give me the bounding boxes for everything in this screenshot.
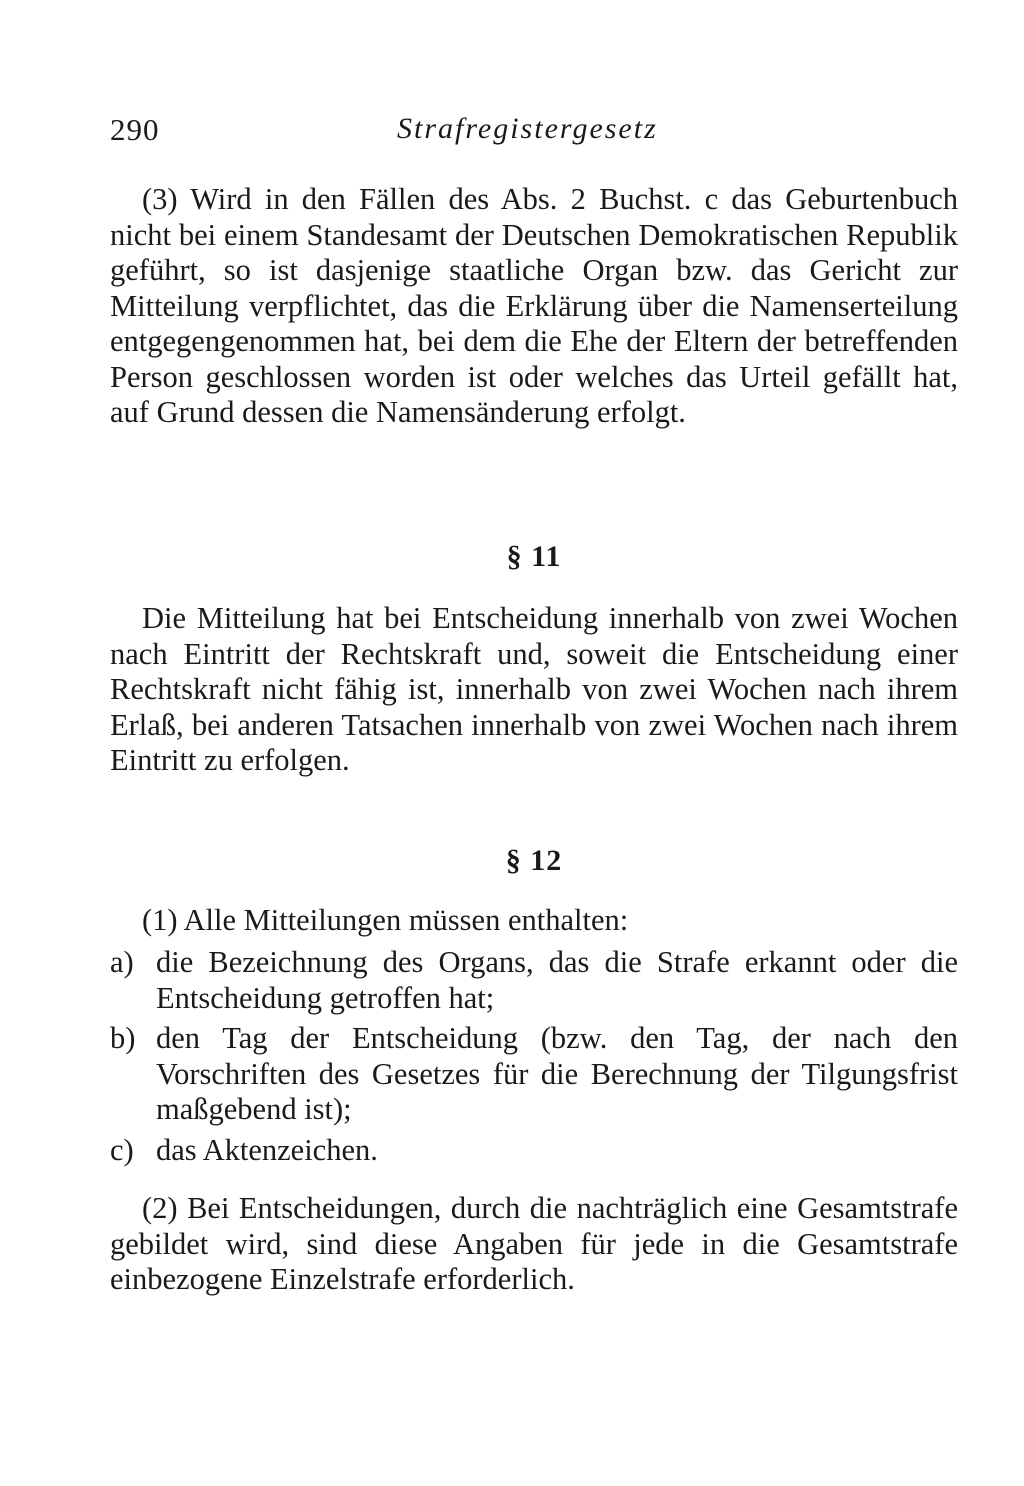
list-marker: b) xyxy=(110,1021,136,1055)
section-11-text: Die Mitteilung hat bei Entscheidung innerhalb von zwei Wochen nach Eintritt der Rechtskraft und, soweit die Entscheidung einer Rechtskraft nicht fähig ist, innerhalb von zwei Wochen nach ihrem Erlaß, bei anderen Tatsachen innerhalb von zwei Wochen nach ihrem Eintritt zu erfolgen. xyxy=(110,601,958,777)
list-marker: a) xyxy=(110,945,134,979)
section-12-para-1-intro: (1) Alle Mitteilungen müssen enthalten: xyxy=(142,903,629,937)
list-item-text: die Bezeichnung des Organs, das die Strafe erkannt oder die Entscheidung getroffen hat; xyxy=(156,945,958,1015)
running-title: Strafregistergesetz xyxy=(397,112,658,145)
section-12-heading: § 12 xyxy=(505,844,563,877)
list-item-text: den Tag der Entscheidung (bzw. den Tag, der nach den Vorschriften des Gesetzes für die Berechnung der Tilgungsfrist maßgebend ist); xyxy=(156,1021,958,1126)
section-12-para-2: (2) Bei Entscheidungen, durch die nachträglich eine Gesamtstrafe gebildet wird, sind diese Angaben für jede in die Gesamtstrafe einbezogene Einzelstrafe erforderlich. xyxy=(110,1191,958,1296)
list-item xyxy=(110,1021,958,1128)
list-item xyxy=(110,945,958,1016)
page-header xyxy=(110,112,960,152)
section-11-heading: § 11 xyxy=(506,540,562,573)
page-number: 290 xyxy=(110,112,160,147)
list-item-text: das Aktenzeichen. xyxy=(156,1132,378,1167)
section-12-list xyxy=(110,945,958,1173)
paragraph-10-3: (3) Wird in den Fällen des Abs. 2 Buchst. c das Geburtenbuch nicht bei einem Standesamt der Deutschen Demokratischen Republik geführt, so ist dasjenige staatliche Organ bzw. das Gericht zur Mitteilung verpflichtet, das die Erklärung über die Namenserteilung entgegengenommen hat, bei dem die Ehe der Eltern der betreffenden Person geschlossen worden ist oder welches das Urteil gefällt hat, auf Grund dessen die Namensänderung erfolgt. xyxy=(110,182,958,429)
list-item xyxy=(110,1133,958,1169)
list-marker: c) xyxy=(110,1132,134,1167)
